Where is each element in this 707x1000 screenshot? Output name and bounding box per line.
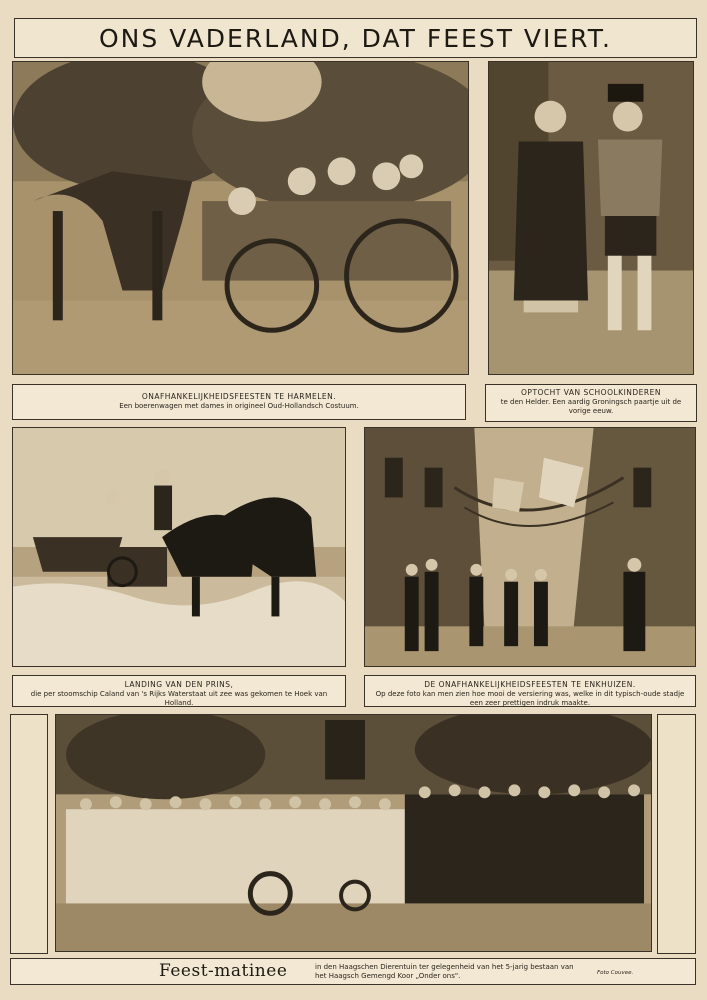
caption-body: Op deze foto kan men zien hoe mooi de versiering was, welke in dit typisch-oude stadje een zeer prettigen indruk maakte. [375, 690, 685, 707]
caption-prince [12, 675, 346, 707]
caption-harmelen [12, 384, 466, 420]
photo-choir-group [55, 714, 652, 952]
caption-title: DE ONAFHANKELIJKHEIDSFEESTEN TE ENKHUIZEN. [424, 680, 636, 689]
photo-harmelen-carriage [12, 61, 469, 375]
caption-title: ONAFHANKELIJKHEIDSFEESTEN TE HARMELEN. [141, 392, 337, 401]
caption-body: in den Haagschen Dierentuin ter gelegenheid van het 5-jarig bestaan van het Haagsch Gemengd Koor „Onder ons". [315, 963, 574, 980]
masthead [14, 18, 697, 58]
photo-enkhuizen-street [364, 427, 696, 667]
page-title: ONS VADERLAND, DAT FEEST VIERT. [99, 23, 612, 53]
caption-helder [485, 384, 697, 422]
caption-enkhuizen [364, 675, 696, 707]
caption-title: LANDING VAN DEN PRINS, [124, 680, 234, 689]
caption-title: Feest-matinee [159, 961, 288, 981]
caption-matinee [10, 958, 696, 985]
left-side-panel [10, 714, 48, 954]
photo-prince-landing [12, 427, 346, 667]
caption-body: die per stoomschip Caland van 's Rijks Waterstaat uit zee was gekomen te Hoek van Holland. [30, 690, 328, 707]
right-side-panel [657, 714, 696, 954]
photo-credit: Foto Couvee. [597, 970, 634, 976]
caption-body: te den Helder. Een aardig Groningsch paartje uit de vorige eeuw. [500, 398, 682, 415]
photo-helder-children [488, 61, 694, 375]
caption-title: OPTOCHT VAN SCHOOLKINDEREN [521, 388, 661, 397]
caption-body: Een boerenwagen met dames in origineel Oud-Hollandsch Costuum. [119, 402, 359, 410]
